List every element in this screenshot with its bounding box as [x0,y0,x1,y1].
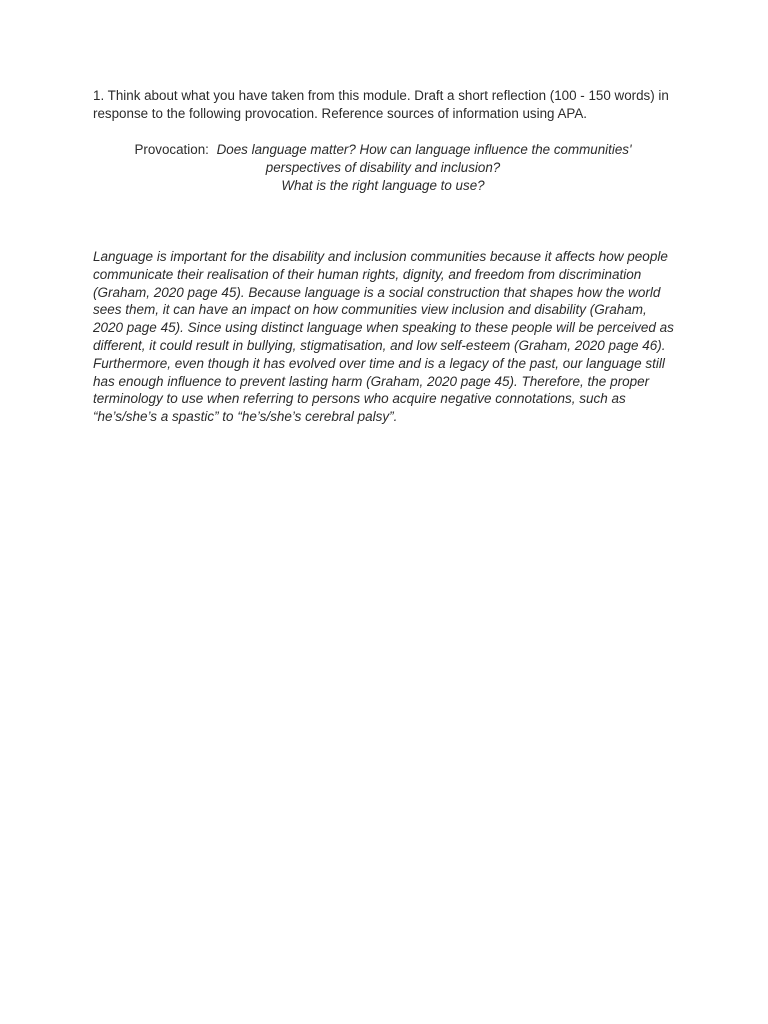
provocation-question-3: What is the right language to use? [281,177,485,193]
provocation-block [93,141,673,195]
reflection-response: Language is important for the disability and inclusion communities because it affects how people communicate their realisation of their human rights, dignity, and freedom from discrimination (Graham, 2020 page 45). Because language is a social construction that shapes how the world sees them, it can have an impact on how communities view inclusion and disability (Graham, 2020 page 45). Since using distinct language when speaking to these people will be perceived as different, it could result in bullying, stigmatisation, and low self-esteem (Graham, 2020 page 46). Furthermore, even though it has evolved over time and is a legacy of the past, our language still has enough influence to prevent lasting harm (Graham, 2020 page 45). Therefore, the proper terminology to use when referring to persons who acquire negative connotations, such as “he’s/she’s a spastic” to “he’s/she’s cerebral palsy”. [93,249,674,425]
question-prompt: 1. Think about what you have taken from this module. Draft a short reflection (100 - 150 words) in response to the following provocation. Reference sources of information using APA. [93,88,669,121]
provocation-question-1: Does language matter? How can language influence the communities' [216,142,632,157]
provocation-question-2: perspectives of disability and inclusion? [265,159,501,175]
provocation-label: Provocation: [134,142,209,157]
provocation-first-line [93,141,673,159]
